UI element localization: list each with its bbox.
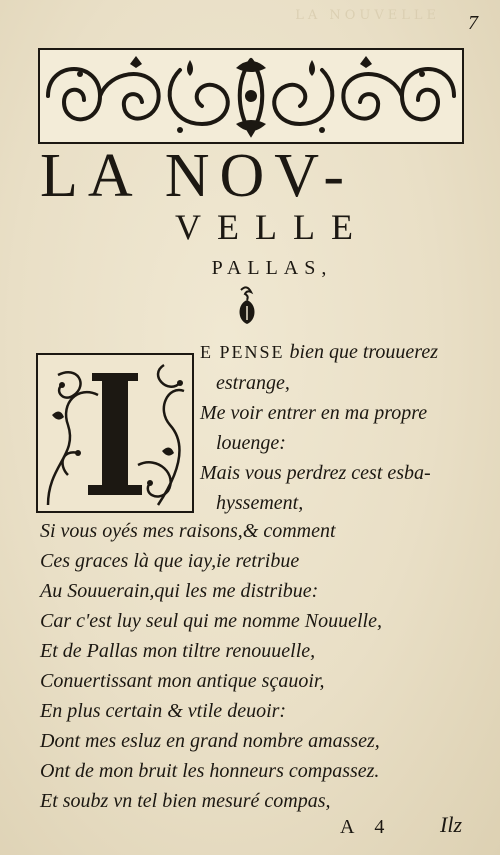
bleed-through-header: LA NOUVELLE	[295, 8, 440, 23]
text-line-8: Ces graces là que iay,ie retribue	[40, 550, 300, 572]
page-number: 7	[468, 12, 478, 34]
text-line-7: Si vous oyés mes raisons,& comment	[40, 520, 336, 542]
text-line-13: En plus certain & vtile deuoir:	[40, 700, 287, 722]
text-line-9: Au Souuerain,qui les me distribue:	[40, 580, 319, 602]
text-line-12: Conuertissant mon antique sçauoir,	[40, 670, 325, 692]
text-line-11: Et de Pallas mon tiltre renouuelle,	[40, 640, 316, 662]
scrollwork-ornament	[40, 50, 462, 142]
text-line-16: Et soubz vn tel bien mesuré compas,	[40, 790, 331, 812]
small-caps-lead: E PENSE	[200, 342, 285, 362]
text-line-4: louenge:	[216, 432, 286, 454]
ornamental-headpiece	[38, 48, 464, 144]
text-line-15: Ont de mon bruit les honneurs compassez.	[40, 760, 380, 782]
title-line-1: LA NOV-	[40, 142, 355, 210]
text-line-5: Mais vous perdrez cest esba-	[200, 462, 431, 484]
text-line-10: Car c'est luy seul qui me nomme Nouuelle,	[40, 610, 382, 632]
text-line-1	[200, 339, 438, 365]
title-line-3: PALLAS,	[211, 257, 333, 279]
text-line-2: estrange,	[216, 372, 290, 394]
catchword: Ilz	[440, 812, 462, 837]
text-line-3: Me voir entrer en ma propre	[200, 402, 428, 424]
text-line-14: Dont mes esluz en grand nombre amassez,	[40, 730, 380, 752]
initial-foliage-ornament	[38, 355, 192, 511]
title-line-2: VELLE	[175, 207, 369, 247]
text-line-6: hyssement,	[216, 492, 304, 514]
signature-mark: A 4	[340, 816, 393, 838]
line-1-rest: bien que trouuerez	[284, 341, 439, 363]
fleuron-icon	[233, 284, 261, 326]
decorated-initial	[36, 353, 194, 513]
